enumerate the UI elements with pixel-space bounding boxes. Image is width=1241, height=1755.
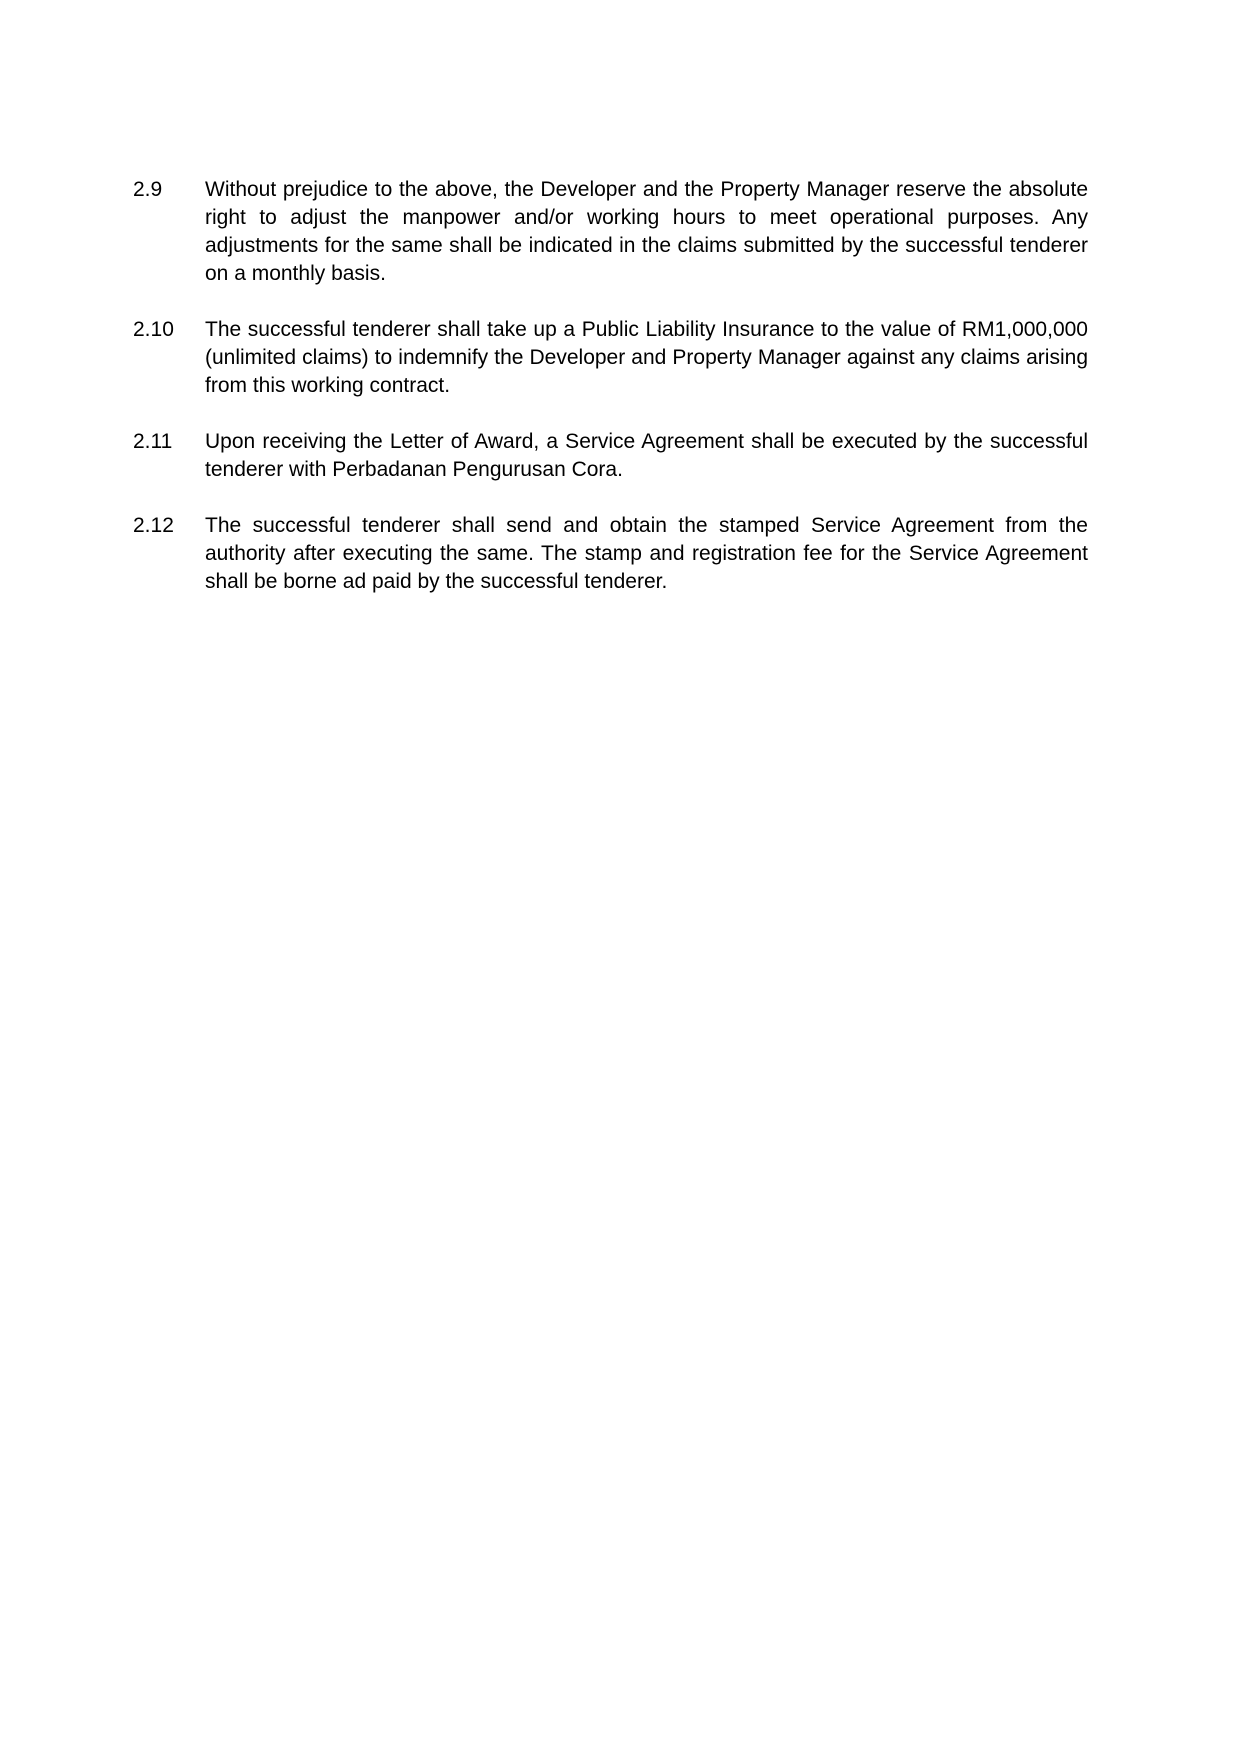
clause-number: 2.10 [133, 318, 174, 341]
clause-number: 2.12 [133, 514, 174, 537]
clause-number: 2.9 [133, 178, 163, 201]
clause-text: Upon receiving the Letter of Award, a Service Agreement shall be executed by the successful tenderer with Perbadanan Pengurusan Cora. [205, 430, 1088, 481]
clause-text: The successful tenderer shall send and obtain the stamped Service Agreement from the authority after executing the same. The stamp and registration fee for the Service Agreement shall be borne ad paid by the successful tenderer. [205, 514, 1088, 593]
clause-2-12 [133, 512, 1088, 596]
clause-2-9 [133, 176, 1088, 288]
clause-2-11 [133, 428, 1088, 484]
clause-text: The successful tenderer shall take up a Public Liability Insurance to the value of RM1,000,000 (unlimited claims) to indemnify the Developer and Property Manager against any claims arising from this working contract. [205, 318, 1088, 397]
clause-number: 2.11 [133, 430, 173, 453]
clause-2-10 [133, 316, 1088, 400]
clause-text: Without prejudice to the above, the Developer and the Property Manager reserve the absolute right to adjust the manpower and/or working hours to meet operational purposes. Any adjustments for the same shall be indicated in the claims submitted by the successful tenderer on a monthly basis. [205, 178, 1088, 285]
